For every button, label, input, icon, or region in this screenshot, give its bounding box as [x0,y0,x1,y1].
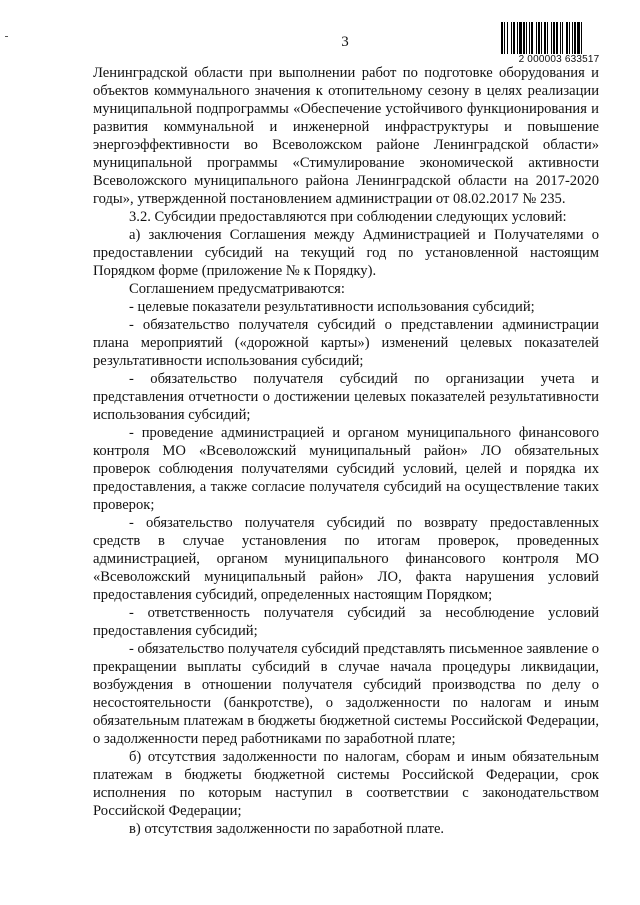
barcode-bar [544,22,546,54]
paragraph-3-2: 3.2. Субсидии предоставляются при соблюдении следующих условий: [129,209,567,225]
list-item-roadmap-obligation: - обязательство получателя субсидий о представлении администрации плана мероприятий («дорожной карты») изменений целевых показателей результативности использования субсидий; [93,317,599,369]
barcode-bar [569,22,570,54]
barcode-bar [541,22,542,54]
list-item-notification-obligation: - обязательство получателя субсидий представлять письменное заявление о прекращении выплаты субсидий в случае начала процедуры ликвидации, возбуждения в отношении получателя субсидий производства по делу о несостоятельности (банкротстве), о задолженности по налогам и иным обязательным платежам в бюджеты бюджетной системы Российской Федерации, о задолженности перед работниками по заработной плате; [93,641,599,747]
barcode-bar [581,22,582,54]
barcode-bar [538,22,540,54]
barcode-bar [513,22,515,54]
barcode-bar [504,22,505,54]
list-item-target-indicators: - целевые показатели результативности использования субсидий; [129,299,535,315]
barcode-bar [507,22,508,54]
barcode-bar [553,22,555,54]
barcode-bar [526,22,527,54]
barcode-digits: 2 000003 633517 [518,54,600,65]
barcode-bar [577,22,580,54]
barcode-bar [566,22,568,54]
paragraph-agreement-intro: Соглашением предусматриваются: [129,281,345,297]
barcode [500,22,618,66]
barcode-bars [500,22,618,54]
barcode-bar [562,22,563,54]
document-body [93,64,599,838]
barcode-bar [547,22,548,54]
barcode-bar [517,22,518,54]
barcode-bar [511,22,512,54]
paragraph-condition-v: в) отсутствия задолженности по заработной плате. [129,821,445,837]
paragraph-continuation: Ленинградской области при выполнении работ по подготовке оборудования и объектов коммунального значения к отопительному сезону в целях реализации муниципальной подпрограммы «Обеспечение устойчивого функционирования и развития коммунальной и инженерной инфраструктуры и повышение энергоэффективности во Всеволожском районе Ленинградской области» муниципальной программы «Стимулирование экономической активности Всеволожского муниципального района Ленинградской области на 2017-2020 годы», утвержденной постановлением администрации от 08.02.2017 № 235. [93,65,599,207]
page-number: 3 [341,34,349,50]
barcode-bar [536,22,537,54]
barcode-bar [556,22,558,54]
barcode-bar [574,22,576,54]
barcode-bar [531,22,533,54]
list-item-refund-obligation: - обязательство получателя субсидий по возврату предоставленных средств в случае установления по итогам проверок, проведенных администрацией, органом муниципального финансового контроля МО «Всеволожский муниципальный район» ЛО, факта нарушения условий предоставления субсидий, определенных настоящим Порядком; [93,515,599,603]
paragraph-condition-a: а) заключения Соглашения между Администрацией и Получателями о предоставлении субсидий на текущий год по установленной настоящим Порядком форме (приложение № к Порядку). [93,227,599,279]
paragraph-condition-b: б) отсутствия задолженности по налогам, сборам и иным обязательным платежам в бюджеты бюджетной системы Российской Федерации, срок исполнения по которым наступил в соответствии с законодательством Российской Федерации; [93,749,599,819]
list-item-audit-consent: - проведение администрацией и органом муниципального финансового контроля МО «Всеволожский муниципальный район» ЛО обязательных проверок соблюдения получателями субсидий условий, целей и порядка их предоставления, а также согласие получателя субсидий на осуществление таких проверок; [93,425,599,513]
barcode-bar [560,22,561,54]
barcode-bar [523,22,525,54]
list-item-reporting-obligation: - обязательство получателя субсидий по организации учета и представления отчетности о достижении целевых показателей результативности использования субсидий; [93,371,599,423]
barcode-bar [519,22,522,54]
barcode-bar [529,22,530,54]
barcode-bar [501,22,503,54]
barcode-bar [551,22,552,54]
barcode-bar [572,22,573,54]
list-item-liability: - ответственность получателя субсидий за несоблюдение условий предоставления субсидий; [93,605,599,639]
